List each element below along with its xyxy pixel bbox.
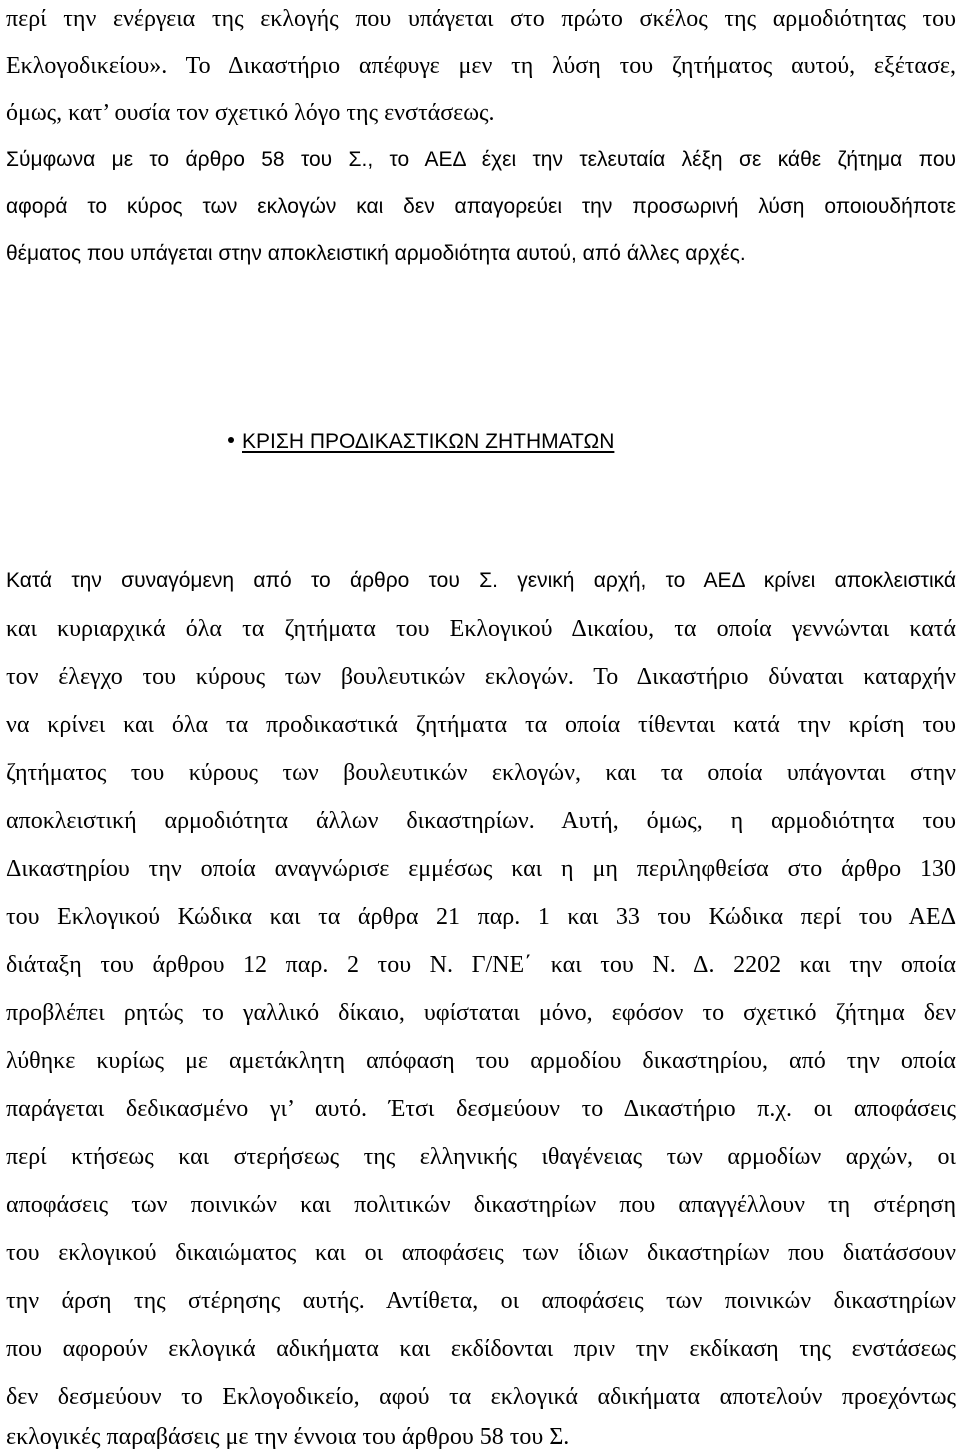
article58-line: θέματος που υπάγεται στην αποκλειστική αρμοδιότητα αυτού, από άλλες αρχές. (6, 242, 746, 265)
body-line: προβλέπει ρητώς το γαλλικό δίκαιο, υφίσταται μόνο, εφόσον το σχετικό ζήτημα δεν (6, 1000, 956, 1026)
body-line: διάταξη του άρθρου 12 παρ. 2 του Ν. Γ/ΝΕ΄ και του Ν. Δ. 2202 και την οποία (6, 952, 956, 978)
body-line: του εκλογικού δικαιώματος και οι αποφάσεις των ίδιων δικαστηρίων που διατάσσουν (6, 1240, 956, 1266)
article58-line: αφορά το κύρος των εκλογών και δεν απαγορεύει την προσωρινή λύση οποιουδήποτε (6, 195, 956, 218)
section-heading (228, 427, 614, 457)
body-line: Κατά την συναγόμενη από το άρθρο του Σ. γενική αρχή, το ΑΕΔ κρίνει αποκλειστικά (6, 569, 956, 592)
intro-line: όμως, κατ’ ουσία τον σχετικό λόγο της ενστάσεως. (6, 100, 495, 126)
body-line: Δικαστηρίου την οποία αναγνώρισε εμμέσως και η μη περιληφθείσα στο άρθρο 130 (6, 856, 956, 882)
body-line: αποφάσεις των ποινικών και πολιτικών δικαστηρίων που απαγγέλλουν τη στέρηση (6, 1192, 956, 1218)
body-line: δεν δεσμεύουν το Εκλογοδικείο, αφού τα εκλογικά αδικήματα αποτελούν προεχόντως (6, 1384, 956, 1410)
body-line: λύθηκε κυρίως με αμετάκλητη απόφαση του αρμοδίου δικαστηρίου, από την οποία (6, 1048, 956, 1074)
intro-line: Εκλογοδικείου». Το Δικαστήριο απέφυγε μεν τη λύση του ζητήματος αυτού, εξέτασε, (6, 53, 956, 79)
article58-line: Σύμφωνα με το άρθρο 58 του Σ., το ΑΕΔ έχει την τελευταία λέξη σε κάθε ζήτημα που (6, 148, 956, 171)
body-line: την άρση της στέρησης αυτής. Αντίθετα, οι αποφάσεις των ποινικών δικαστηρίων (6, 1288, 956, 1314)
section-heading-text: ΚΡΙΣΗ ΠΡΟΔΙΚΑΣΤΙΚΩΝ ΖΗΤΗΜΑΤΩΝ (242, 430, 615, 453)
body-line: αποκλειστική αρμοδιότητα άλλων δικαστηρίων. Αυτή, όμως, η αρμοδιότητα του (6, 808, 956, 834)
document-page (6, 0, 956, 1453)
body-line: να κρίνει και όλα τα προδικαστικά ζητήματα τα οποία τίθενται κατά την κρίση του (6, 712, 956, 738)
body-line: του Εκλογικού Κώδικα και τα άρθρα 21 παρ. 1 και 33 του Κώδικα περί του ΑΕΔ (6, 904, 956, 930)
body-line: και κυριαρχικά όλα τα ζητήματα του Εκλογικού Δικαίου, τα οποία γεννώνται κατά (6, 616, 956, 642)
body-line: εκλογικές παραβάσεις με την έννοια του άρθρου 58 του Σ. (6, 1424, 570, 1450)
body-line: παράγεται δεδικασμένο γι’ αυτό. Έτσι δεσμεύουν το Δικαστήριο π.χ. οι αποφάσεις (6, 1096, 956, 1122)
body-line: που αφορούν εκλογικά αδικήματα και εκδίδονται πριν την εκδίκαση της ενστάσεως (6, 1336, 956, 1362)
bullet-icon (228, 437, 234, 443)
body-line: ζητήματος του κύρους των βουλευτικών εκλογών, και τα οποία υπάγονται στην (6, 760, 956, 786)
body-line: περί κτήσεως και στερήσεως της ελληνικής ιθαγένειας των αρμοδίων αρχών, οι (6, 1144, 956, 1170)
body-line: τον έλεγχο του κύρους των βουλευτικών εκλογών. Το Δικαστήριο δύναται καταρχήν (6, 664, 956, 690)
intro-line: περί την ενέργεια της εκλογής που υπάγεται στο πρώτο σκέλος της αρμοδιότητας του (6, 6, 956, 32)
